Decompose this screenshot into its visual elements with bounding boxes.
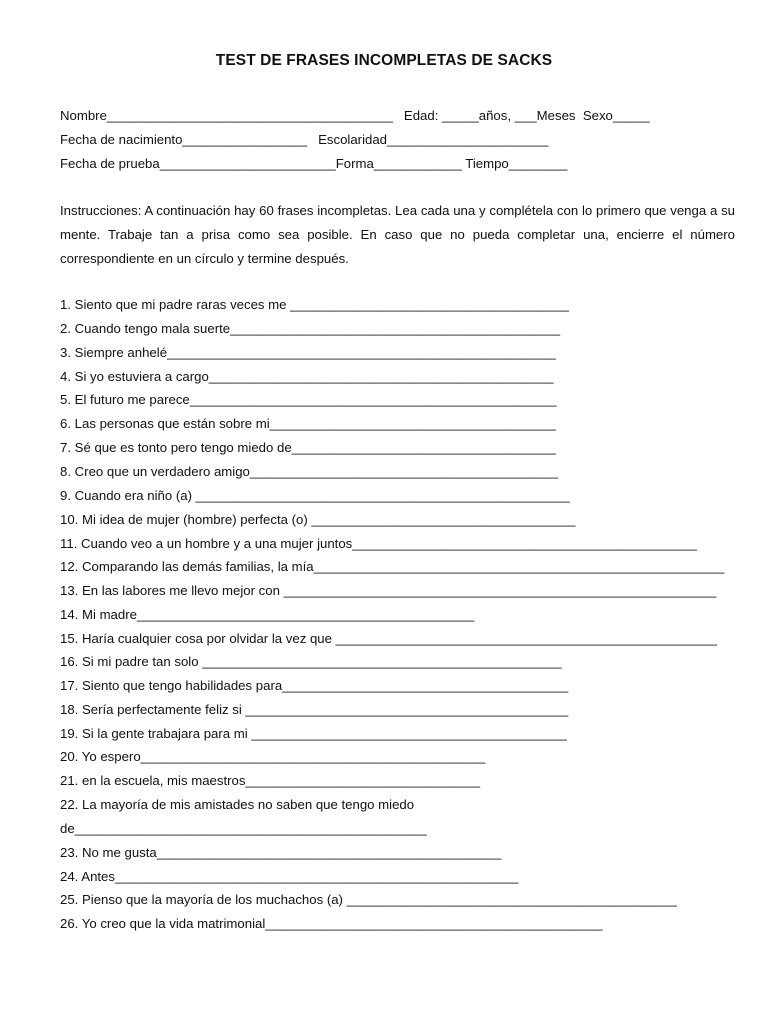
header-line-test-date-form-time: Fecha de prueba________________________Forma____________ Tiempo________ — [60, 156, 568, 171]
sentence-item: 23. No me gusta_______________________________________________ — [60, 845, 502, 860]
sentence-item: 13. En las labores me llevo mejor con ___________________________________________________________ — [60, 583, 717, 598]
sentence-item: 21. en la escuela, mis maestros________________________________ — [60, 773, 481, 788]
sentence-item: 20. Yo espero_______________________________________________ — [60, 749, 486, 764]
sentence-item: 3. Siempre anhelé_____________________________________________________ — [60, 345, 556, 360]
sentence-item: 5. El futuro me parece__________________________________________________ — [60, 392, 557, 407]
sentence-item: 26. Yo creo que la vida matrimonial______________________________________________ — [60, 916, 603, 931]
sentence-item: 12. Comparando las demás familias, la mía________________________________________________________ — [60, 559, 725, 574]
sentence-item: 22. La mayoría de mis amistades no saben que tengo miedo — [60, 797, 415, 812]
sentence-item-continuation: de________________________________________________ — [60, 821, 427, 836]
sentence-item: 18. Sería perfectamente feliz si ____________________________________________ — [60, 702, 569, 717]
sentence-item: 16. Si mi padre tan solo _________________________________________________ — [60, 654, 562, 669]
sentence-item: 8. Creo que un verdadero amigo__________________________________________ — [60, 464, 558, 479]
sentence-item: 19. Si la gente trabajara para mi ___________________________________________ — [60, 726, 567, 741]
sentence-item: 4. Si yo estuviera a cargo_______________________________________________ — [60, 369, 554, 384]
sentence-item: 15. Haría cualquier cosa por olvidar la vez que ____________________________________________________ — [60, 631, 718, 646]
sentence-item: 10. Mi idea de mujer (hombre) perfecta (o) ____________________________________ — [60, 512, 576, 527]
sentence-item: 9. Cuando era niño (a) ___________________________________________________ — [60, 488, 570, 503]
sentence-item: 11. Cuando veo a un hombre y a una mujer juntos_______________________________________________ — [60, 536, 697, 551]
sentence-item: 7. Sé que es tonto pero tengo miedo de____________________________________ — [60, 440, 556, 455]
sentence-item: 25. Pienso que la mayoría de los muchachos (a) _____________________________________________ — [60, 892, 677, 907]
header-line-name-age-sex: Nombre_______________________________________ Edad: _____años, ___Meses Sexo_____ — [60, 108, 650, 123]
sentence-item: 2. Cuando tengo mala suerte_____________________________________________ — [60, 321, 561, 336]
sentence-item: 17. Siento que tengo habilidades para_______________________________________ — [60, 678, 569, 693]
sentence-item: 6. Las personas que están sobre mi_______________________________________ — [60, 416, 556, 431]
header-line-birthdate-schooling: Fecha de nacimiento_________________ Escolaridad______________________ — [60, 132, 549, 147]
sentence-item: 24. Antes_______________________________________________________ — [60, 869, 519, 884]
document-title: TEST DE FRASES INCOMPLETAS DE SACKS — [215, 52, 553, 69]
sentence-item: 1. Siento que mi padre raras veces me ______________________________________ — [60, 297, 569, 312]
instructions-paragraph: Instrucciones: A continuación hay 60 frases incompletas. Lea cada una y complétela con lo primero que venga a su mente. Trabaje tan a prisa como sea posible. En caso que no pueda completar una, encierre el número correspondiente en un círculo y termine después. — [60, 203, 735, 266]
sentence-item: 14. Mi madre______________________________________________ — [60, 607, 475, 622]
